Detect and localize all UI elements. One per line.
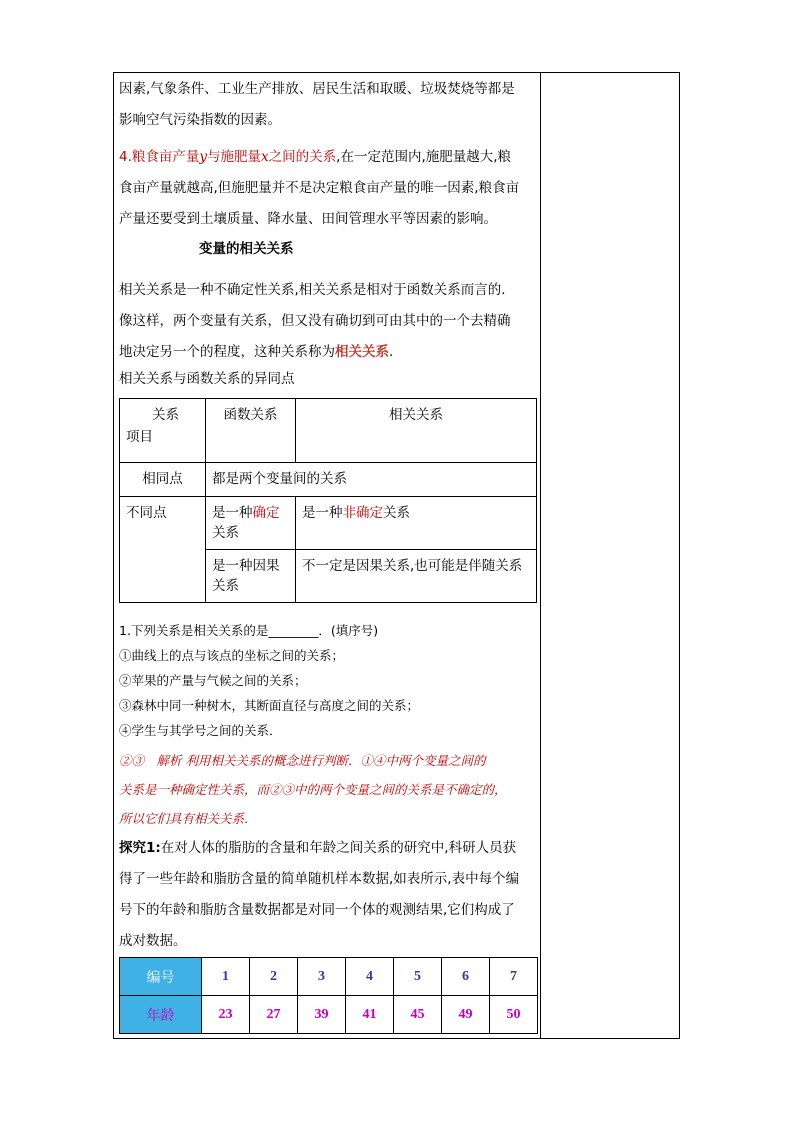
- definition-line-3-text: 地决定另一个的程度，这种关系称为: [119, 344, 335, 360]
- item-4-line-3: 产量还要受到土壤质量、降水量、田间管理水平等因素的影响。: [119, 211, 497, 227]
- age-cell: 41: [346, 996, 394, 1034]
- header-func: 函数关系: [206, 399, 296, 463]
- diff1-corr: [296, 497, 537, 550]
- id-cell: 2: [250, 958, 298, 996]
- id-cell: 5: [394, 958, 442, 996]
- definition-line-1: 相关关系是一种不确定性关系,相关关系是相对于函数关系而言的.: [119, 282, 506, 298]
- item-4-line-2: 食亩产量就越高,但施肥量并不是决定粮食亩产量的唯一因素,粮食亩: [119, 180, 520, 196]
- option-2: ②苹果的产量与气候之间的关系；: [119, 673, 307, 688]
- explore-line-2: 得了一些年龄和脂肪含量的简单随机样本数据,如表所示,表中每个编: [119, 871, 520, 887]
- question-stem: 1.下列关系是相关关系的是________．(填序号): [119, 623, 379, 638]
- explore-line-1-text: 在对人体的脂肪的含量和年龄之间关系的研究中,科研人员获: [160, 840, 517, 856]
- age-cell: 50: [490, 996, 538, 1034]
- solution-line-1: ②③ 解析 利用相关关系的概念进行判断．①④中两个变量之间的: [119, 753, 486, 768]
- diff1-corr-red: 非确定: [342, 505, 383, 521]
- id-cell: 3: [298, 958, 346, 996]
- id-cell: 1: [202, 958, 250, 996]
- diff2-corr: 不一定是因果关系,也可能是伴随关系: [296, 550, 537, 603]
- diff-label: 不同点: [120, 497, 206, 603]
- diff1-func-b: 关系: [212, 525, 239, 541]
- same-label: 相同点: [120, 463, 206, 497]
- var-x: x: [261, 149, 269, 165]
- diff1-func-red: 确定: [252, 505, 280, 521]
- definition-term: 相关关系: [335, 344, 389, 360]
- explore-line-1: [119, 833, 539, 864]
- intro-line-2: 影响空气污染指数的因素。: [119, 112, 281, 128]
- id-cell: 7: [490, 958, 538, 996]
- id-cell: 4: [346, 958, 394, 996]
- age-cell: 49: [442, 996, 490, 1034]
- question-block: [119, 618, 539, 833]
- diff1-corr-b: 关系: [383, 505, 410, 521]
- id-cell: 6: [442, 958, 490, 996]
- age-cell: 45: [394, 996, 442, 1034]
- item-4-rest: ,在一定范围内,施肥量越大,粮: [336, 149, 512, 165]
- explore-line-4: 成对数据。: [119, 933, 187, 949]
- diff1-func: [206, 497, 296, 550]
- item-4-red-a: 4.粮食亩产量: [119, 149, 200, 165]
- header-corr: 相关关系: [296, 399, 537, 463]
- item-4-red-b: 与施肥量: [207, 149, 262, 165]
- diff1-corr-a: 是一种: [302, 505, 343, 521]
- solution-line-3: 所以它们具有相关关系．: [119, 811, 257, 826]
- intro-line-1: 因素,气象条件、工业生产排放、居民生活和取暖、垃圾焚烧等都是: [119, 81, 515, 97]
- option-3: ③森林中同一种树木，其断面直径与高度之间的关系；: [119, 698, 420, 713]
- age-cell: 39: [298, 996, 346, 1034]
- age-row-label: 年龄: [120, 996, 202, 1034]
- corner-bottom: 项目: [126, 429, 153, 445]
- item-4-line-1: [119, 142, 537, 173]
- comparison-table: [119, 398, 537, 603]
- corner-cell: [120, 399, 206, 463]
- definition-period: .: [389, 344, 394, 360]
- column-divider: [540, 72, 541, 1039]
- id-row: [120, 958, 538, 996]
- option-4: ④学生与其学号之间的关系．: [119, 723, 282, 738]
- explore-label: 探究1:: [119, 840, 161, 856]
- definition-line-3: [119, 337, 537, 368]
- var-y: y: [199, 149, 208, 165]
- age-cell: 27: [250, 996, 298, 1034]
- same-value: 都是两个变量间的关系: [206, 463, 537, 497]
- main-content: [119, 72, 537, 390]
- id-row-label: 编号: [120, 958, 202, 996]
- difference-title: 相关关系与函数关系的异同点: [119, 371, 295, 387]
- corner-top: 关系: [152, 407, 179, 423]
- data-table: [119, 957, 538, 1034]
- section-heading: 变量的相关关系: [199, 241, 294, 257]
- diff2-func: 是一种因果关系: [206, 550, 296, 603]
- solution-line-2: 关系是一种确定性关系，而②③中的两个变量之间的关系是不确定的，: [119, 782, 507, 797]
- definition-line-2: 像这样，两个变量有关系，但又没有确切到可由其中的一个去精确: [119, 313, 511, 329]
- option-1: ①曲线上的点与该点的坐标之间的关系；: [119, 648, 345, 663]
- age-row: [120, 996, 538, 1034]
- diff1-func-a: 是一种: [212, 505, 253, 521]
- explore-block: [119, 833, 539, 957]
- explore-line-3: 号下的年龄和脂肪含量数据都是对同一个体的观测结果,它们构成了: [119, 902, 515, 918]
- age-cell: 23: [202, 996, 250, 1034]
- item-4-red-c: 之间的关系: [268, 149, 337, 165]
